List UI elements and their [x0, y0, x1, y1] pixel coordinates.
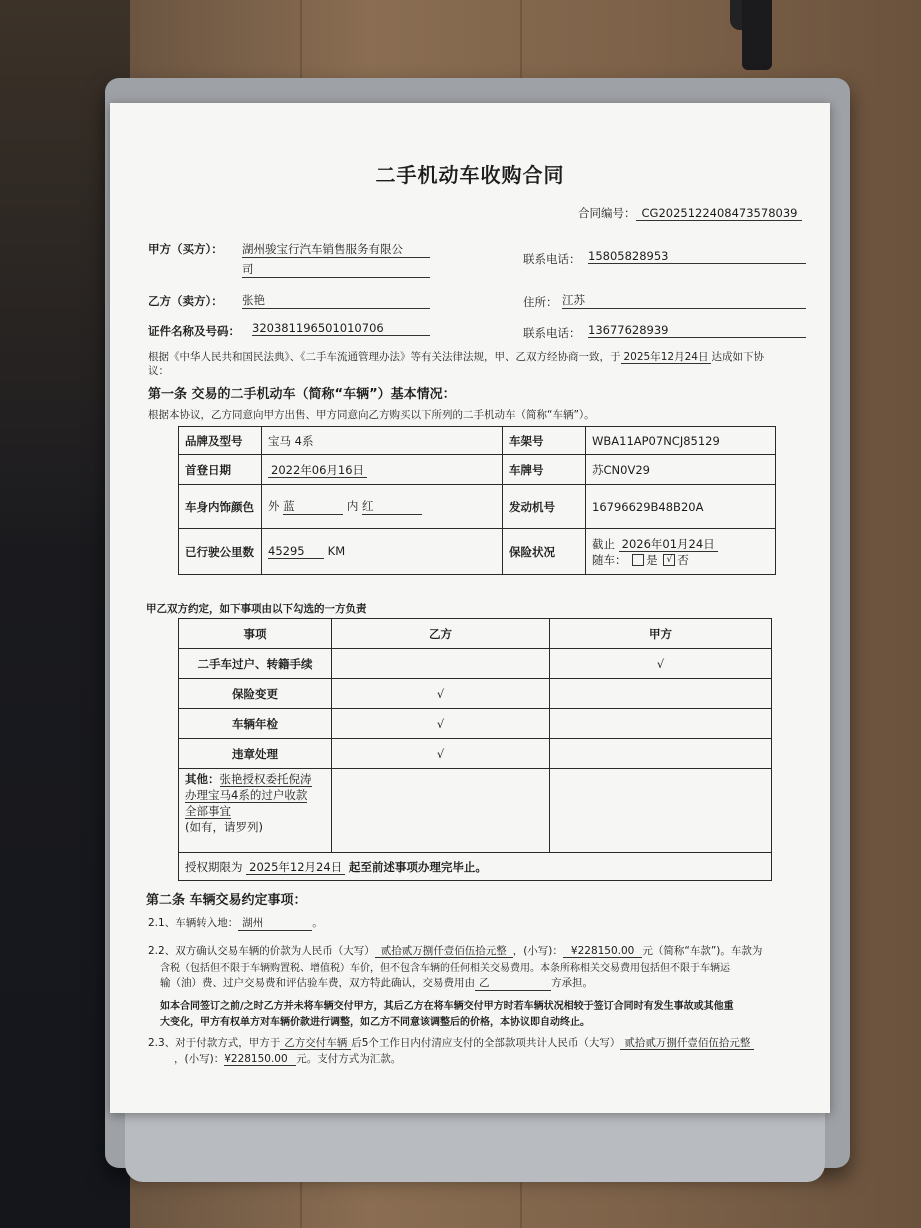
table-row: 保险变更 √: [179, 679, 772, 709]
id-number: 320381196501010706: [252, 321, 430, 336]
preamble: 根据《中华人民共和国民法典》、《二手车流通管理办法》等有关法律法规，甲、乙双方经协商一致，于 2025年12月24日 达成如下协: [148, 351, 764, 363]
clause-2-2-para2: 如本合同签订之前/之时乙方并未将车辆交付甲方，其后乙方在将车辆交付甲方时若车辆状况相较于签订合同时有发生事故或其他重: [160, 1001, 734, 1012]
table-row: 车辆年检 √: [179, 709, 772, 739]
party-a-name-cont: 司: [242, 261, 430, 278]
party-a-phone-label: 联系电话：: [523, 252, 581, 266]
clause-2-3: 2.3、对于付款方式，甲方于 乙方交付车辆 后5个工作日内付清应支付的全部款项共计人民币（大写） 贰拾贰万捌仟壹佰伍拾元整: [148, 1035, 808, 1050]
cable-plug: [742, 0, 772, 70]
article-2-title: 第二条 车辆交易约定事项：: [146, 893, 307, 908]
clause-2-2-line3: 输（油）费、过户交易费和评估验车费，双方特此确认，交易费用由 乙 方承担。: [160, 977, 593, 989]
party-b-name: 张艳: [242, 292, 430, 309]
clause-2-1: 2.1、车辆转入地： 湖州 。: [148, 917, 323, 929]
party-b-phone: 13677628939: [588, 323, 806, 338]
document-title: 二手机动车收购合同: [375, 163, 565, 187]
contract-document: [110, 103, 830, 1113]
clause-2-3-line2: ，(小写)：¥228150.00 元。支付方式为汇款。: [174, 1053, 402, 1065]
table-row: 违章处理 √: [179, 739, 772, 769]
party-a-name: 湖州骏宝行汽车销售服务有限公: [242, 241, 430, 258]
article-1-intro: 根据本协议，乙方同意向甲方出售、甲方同意向乙方购买以下所列的二手机动车（简称“车辆”）。: [148, 409, 595, 421]
preamble-cont: 议：: [148, 365, 169, 377]
table-row: 二手车过户、转籍手续 √: [179, 649, 772, 679]
clause-2-2-para2-cont: 大变化，甲方有权单方对车辆价款进行调整，如乙方不同意该调整后的价格，本协议即自动终止。: [160, 1017, 590, 1028]
party-b-phone-label: 联系电话：: [523, 326, 581, 340]
contract-number: 合同编号： CG2025122408473578039: [578, 205, 802, 221]
party-a-label: 甲方（买方）：: [148, 242, 223, 256]
party-b-address: 江苏: [562, 292, 806, 309]
article-1-title: 第一条 交易的二手机动车（简称“车辆”）基本情况：: [148, 387, 456, 402]
duties-intro: 甲乙双方约定，如下事项由以下勾选的一方负责: [146, 603, 367, 615]
clause-2-2: 2.2、双方确认交易车辆的价款为人民币（大写） 贰拾贰万捌仟壹佰伍拾元整 ，(小写)： ¥228150.00 元（简称“车款”)。车款为: [148, 945, 763, 957]
vehicle-info-table: 品牌及型号 宝马 4系 车架号 WBA11AP07NCJ85129 首登日期 2022年06月16日 车牌号 苏CN0V29 车身内饰颜色 外 蓝 内 红 发动机号 16796629B48B20A 已行驶公里数 45295 KM 保险状况 截止 2026年01月24日 随车： 是 √ 否: [178, 426, 776, 575]
party-b-address-label: 住所：: [523, 295, 558, 309]
id-label: 证件名称及号码：: [148, 324, 240, 338]
insurance-yes-checkbox[interactable]: [632, 554, 644, 566]
insurance-no-checkbox[interactable]: √: [663, 554, 675, 566]
party-b-label: 乙方（卖方）：: [148, 294, 223, 308]
party-a-phone: 15805828953: [588, 249, 806, 264]
duties-table: 事项 乙方 甲方 二手车过户、转籍手续 √ 保险变更 √ 车辆年检 √ 违章处理 √ 其他：张艳授权委托倪涛 办理宝马4系的过户收款 全部事宜 (如有，请罗列) 授权期限为 2025年12月24日 起至前述事项办理完毕止。: [178, 618, 772, 881]
clause-2-2-line2: 含税（包括但不限于车辆购置税、增值税）车价，但不包含车辆的任何相关交易费用。本条所称相关交易费用包括但不限于车辆运: [160, 963, 730, 974]
